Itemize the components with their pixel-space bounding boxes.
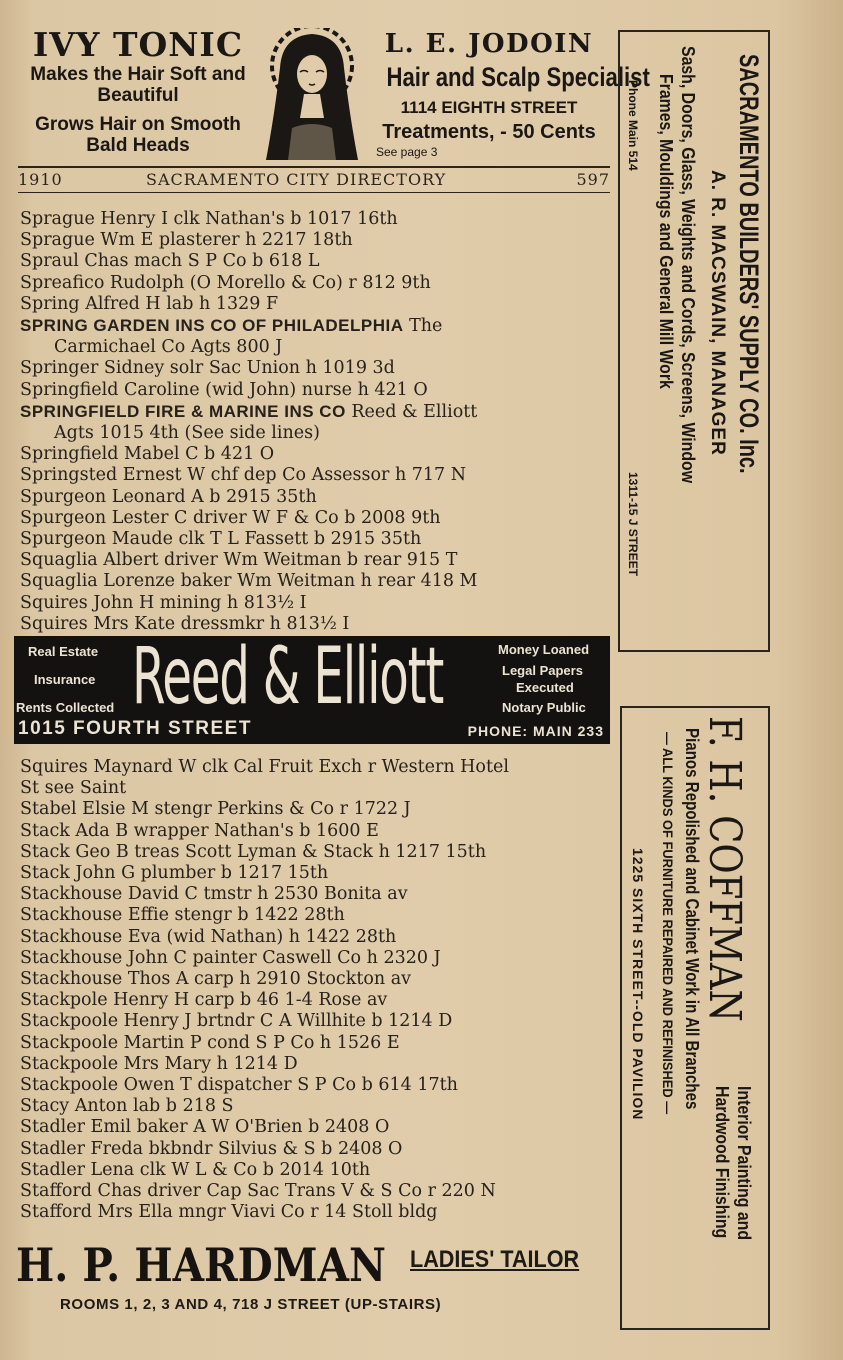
list-item: St see Saint [20,778,127,799]
hardman-rooms: ROOMS 1, 2, 3 AND 4, 718 J STREET (UP-STAIRS) [60,1296,442,1313]
list-item: Stacy Anton lab b 218 S [20,1096,234,1117]
list-item: Squires John H mining h 813½ I [20,592,307,613]
builders-supply-line2: Frames, Mouldings and General Mill Work [656,74,676,389]
list-item: Stack John G plumber b 1217 15th [20,863,329,884]
jodoin-specialty: Hair and Scalp Specialist [386,62,650,92]
builders-supply-title: SACRAMENTO BUILDERS' SUPPLY CO. Inc. [734,54,764,474]
list-item: Stackpole Henry H carp b 46 1-4 Rose av [20,990,388,1011]
list-item-rest: The [403,316,443,337]
reed-insurance: Insurance [34,672,96,687]
coffman-ad [620,706,770,1330]
list-item: Spurgeon Maude clk T L Fassett b 2915 35th [20,529,422,550]
ivy-tonic-line: Bald Heads [86,135,190,156]
hardman-ad [14,1238,614,1320]
running-head [18,170,610,190]
reed-executed: Executed [516,680,574,695]
list-item: Stafford Mrs Ella mngr Viavi Co r 14 Stoll bldg [20,1202,438,1223]
header-rule-bottom [18,192,610,193]
list-item: Squaglia Lorenze baker Wm Weitman h rear 418 M [20,571,478,592]
list-item: Stadler Lena clk W L & Co b 2014 10th [20,1159,371,1180]
list-item-continued: Agts 1015 4th (See side lines) [54,423,320,444]
reed-street: 1015 FOURTH STREET [18,718,252,739]
reed-money-loaned: Money Loaned [498,642,590,657]
list-item: Spreafico Rudolph (O Morello & Co) r 812 9th [20,272,431,293]
list-item: Stackhouse David C tmstr h 2530 Bonita av [20,884,408,905]
list-item [20,315,620,337]
reed-elliott-banner [14,632,610,744]
list-item: Stackhouse Eva (wid Nathan) h 1422 28th [20,926,397,947]
list-item: Springfield Mabel C b 421 O [20,444,275,465]
coffman-street: 1225 SIXTH STREET--OLD PAVILION [630,848,646,1121]
coffman-line1: Pianos Repolished and Cabinet Work in All Branches [682,728,702,1110]
list-item: Spraul Chas mach S P Co b 618 L [20,251,320,272]
ivy-tonic-line: Beautiful [97,85,179,106]
list-item: Spurgeon Lester C driver W F & Co b 2008 9th [20,507,441,528]
list-item: Sprague Henry I clk Nathan's b 1017 16th [20,209,398,229]
list-item: Stackhouse Effie stengr b 1422 28th [20,905,345,926]
coffman-tagline-2: Hardwood Finishing [712,1086,732,1239]
hardman-tailor: LADIES' TAILOR [410,1246,580,1273]
jodoin-name: L. E. JODOIN [384,29,594,59]
list-item: Stackhouse Thos A carp h 2910 Stockton av [20,969,412,990]
jodoin-treatments: Treatments, - 50 Cents [382,121,596,143]
builders-supply-ad [618,30,770,652]
list-item-rest: Reed & Elliott [345,401,478,422]
list-item [20,401,620,423]
list-item: Spring Alfred H lab h 1329 F [20,293,279,314]
coffman-tagline-1: Interior Painting and [734,1086,754,1241]
coffman-name: F. H. COFFMAN [699,716,750,1022]
running-head-year: 1910 [18,170,63,189]
hardman-name: H. P. HARDMAN [16,1238,386,1292]
list-item: Stabel Elsie M stengr Perkins & Co r 1722 J [20,799,411,820]
builders-supply-street: 1311-15 J STREET [626,472,640,577]
builders-supply-phone: Phone Main 514 [626,80,640,171]
reed-legal-papers: Legal Papers [502,663,583,678]
builders-supply-line1: Sash, Doors, Glass, Weights and Cords, Screens, Window [678,46,698,484]
list-item: Springfield Caroline (wid John) nurse h 421 O [20,379,428,400]
directory-listing-top [20,209,620,635]
list-item: Squires Mrs Kate dressmkr h 813½ I [20,613,350,634]
list-item: Squires Maynard W clk Cal Fruit Exch r Western Hotel [20,757,509,777]
jodoin-street: 1114 EIGHTH STREET [400,98,578,117]
ivy-tonic-ad [14,26,262,156]
list-item: Squaglia Albert driver Wm Weitman b rear 915 T [20,550,458,571]
list-item-bold: SPRING GARDEN INS CO OF PHILADELPHIA [20,316,404,336]
running-head-page: 597 [576,170,610,189]
woman-portrait-illustration [262,28,362,163]
list-item: Stack Ada B wrapper Nathan's b 1600 E [20,820,379,841]
coffman-line2: — ALL KINDS OF FURNITURE REPAIRED AND REFINISHED — [660,732,676,1115]
directory-listing-bottom [20,757,620,1223]
ivy-tonic-line: Grows Hair on Smooth [35,114,241,135]
list-item-continued: Carmichael Co Agts 800 J [54,337,283,358]
list-item: Stadler Freda bkbndr Silvius & S b 2408 O [20,1138,403,1159]
jodoin-see-page: See page 3 [376,145,438,159]
list-item: Stackpoole Mrs Mary h 1214 D [20,1053,298,1074]
list-item: Stackhouse John C painter Caswell Co h 2320 J [20,947,441,968]
list-item: Stafford Chas driver Cap Sac Trans V & S Co r 220 N [20,1181,496,1202]
list-item: Stackpoole Martin P cond S P Co h 1526 E [20,1032,400,1053]
reed-real-estate: Real Estate [28,644,99,659]
list-item: Stadler Emil baker A W O'Brien b 2408 O [20,1117,390,1138]
ivy-tonic-line: Makes the Hair Soft and [30,64,246,85]
reed-rents: Rents Collected [16,700,115,715]
ivy-tonic-title: IVY TONIC [32,25,244,64]
reed-elliott-name: Reed & Elliott [132,632,444,722]
list-item: Sprague Wm E plasterer h 2217 18th [20,230,353,251]
list-item: Springsted Ernest W chf dep Co Assessor h 717 N [20,465,467,486]
reed-notary: Notary Public [502,700,586,715]
builders-supply-manager: A. R. MACSWAIN, MANAGER [707,170,728,456]
list-item-bold: SPRINGFIELD FIRE & MARINE INS CO [20,401,346,421]
list-item: Springer Sidney solr Sac Union h 1019 3d [20,358,395,379]
header-rule-top [18,166,610,168]
list-item: Stack Geo B treas Scott Lyman & Stack h 1217 15th [20,841,487,862]
reed-phone: PHONE: MAIN 233 [467,723,604,739]
list-item: Stackpoole Owen T dispatcher S P Co b 614 17th [20,1075,458,1096]
list-item: Stackpoole Henry J brtndr C A Willhite b 1214 D [20,1011,453,1032]
list-item: Spurgeon Leonard A b 2915 35th [20,486,317,507]
running-head-title: SACRAMENTO CITY DIRECTORY [146,170,447,189]
